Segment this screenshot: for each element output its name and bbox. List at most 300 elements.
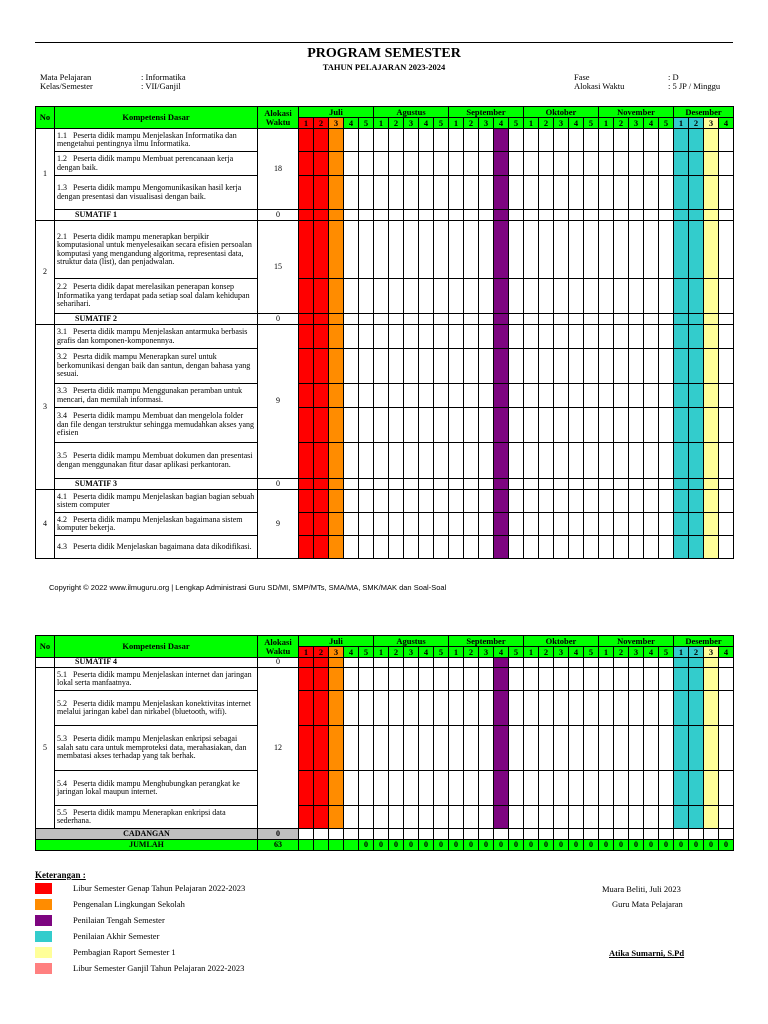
week-cell xyxy=(629,771,644,806)
kelas-label: Kelas/Semester xyxy=(40,81,93,91)
week-cell xyxy=(719,279,734,314)
week-cell xyxy=(689,176,704,210)
week-cell xyxy=(644,279,659,314)
week-cell xyxy=(644,726,659,771)
week-cell xyxy=(464,221,479,279)
week-cell xyxy=(344,325,359,349)
week-cell xyxy=(614,691,629,726)
week-cell xyxy=(644,479,659,490)
week-cell xyxy=(524,152,539,176)
week-cell xyxy=(314,279,329,314)
header-week: 1 xyxy=(674,118,689,129)
week-cell xyxy=(314,771,329,806)
week-cell xyxy=(479,210,494,221)
week-cell xyxy=(359,536,374,559)
week-cell xyxy=(434,668,449,691)
header-week: 5 xyxy=(659,647,674,658)
week-cell xyxy=(704,490,719,513)
week-cell xyxy=(419,314,434,325)
kd-cell xyxy=(55,176,258,210)
week-cell xyxy=(659,176,674,210)
header-week: 4 xyxy=(719,118,734,129)
week-cell xyxy=(434,829,449,840)
legend-item xyxy=(35,931,435,943)
week-cell xyxy=(599,408,614,443)
week-cell xyxy=(299,490,314,513)
week-cell xyxy=(674,668,689,691)
week-cell xyxy=(539,384,554,408)
week-cell xyxy=(449,279,464,314)
kd-cell xyxy=(55,129,258,152)
sumatif-alokasi: 0 xyxy=(258,314,299,325)
week-cell xyxy=(539,176,554,210)
week-cell xyxy=(449,658,464,668)
jumlah-label: JUMLAH xyxy=(36,840,258,851)
week-cell xyxy=(464,479,479,490)
week-cell xyxy=(329,726,344,771)
week-cell xyxy=(719,221,734,279)
header-month: September xyxy=(449,107,524,118)
week-cell xyxy=(554,349,569,384)
header-week: 1 xyxy=(674,647,689,658)
week-cell xyxy=(314,513,329,536)
jumlah-week-total: 0 xyxy=(599,840,614,851)
kd-cell xyxy=(55,668,258,691)
week-cell xyxy=(599,129,614,152)
week-cell xyxy=(509,668,524,691)
week-cell xyxy=(509,384,524,408)
week-cell xyxy=(629,536,644,559)
header-alokasi: Alokasi Waktu xyxy=(258,636,299,658)
week-cell xyxy=(389,210,404,221)
week-cell xyxy=(464,349,479,384)
week-cell xyxy=(539,513,554,536)
week-cell xyxy=(434,658,449,668)
week-cell xyxy=(599,479,614,490)
week-cell xyxy=(404,279,419,314)
week-cell xyxy=(659,726,674,771)
week-cell xyxy=(644,668,659,691)
week-cell xyxy=(434,221,449,279)
week-cell xyxy=(374,152,389,176)
week-cell xyxy=(584,349,599,384)
week-cell xyxy=(554,129,569,152)
table-row xyxy=(36,771,734,806)
week-cell xyxy=(674,349,689,384)
cadangan-value: 0 xyxy=(258,829,299,840)
sumatif-label: SUMATIF 3 xyxy=(55,479,258,490)
week-cell xyxy=(419,129,434,152)
week-cell xyxy=(389,829,404,840)
week-cell xyxy=(494,176,509,210)
jumlah-week-total: 0 xyxy=(509,840,524,851)
group-number xyxy=(36,658,55,668)
week-cell xyxy=(449,349,464,384)
legend-label: Penilaian Tengah Semester xyxy=(73,915,165,925)
week-cell xyxy=(404,408,419,443)
week-cell xyxy=(329,490,344,513)
week-cell xyxy=(509,152,524,176)
week-cell xyxy=(629,513,644,536)
legend-label: Penilaian Akhir Semester xyxy=(73,931,160,941)
week-cell xyxy=(674,806,689,829)
legend-swatch xyxy=(35,899,52,910)
week-cell xyxy=(644,314,659,325)
week-cell xyxy=(719,129,734,152)
week-cell xyxy=(704,829,719,840)
week-cell xyxy=(419,806,434,829)
schedule-table-1 xyxy=(35,106,734,559)
header-week: 1 xyxy=(374,647,389,658)
alokasi-value: : 5 JP / Minggu xyxy=(668,81,721,91)
week-cell xyxy=(569,829,584,840)
week-cell xyxy=(584,325,599,349)
week-cell xyxy=(524,771,539,806)
table-row xyxy=(36,279,734,314)
kd-number: 5.1 xyxy=(57,669,67,679)
week-cell xyxy=(674,210,689,221)
week-cell xyxy=(329,829,344,840)
week-cell xyxy=(299,279,314,314)
week-cell xyxy=(629,443,644,479)
week-cell xyxy=(419,691,434,726)
week-cell xyxy=(644,771,659,806)
week-cell xyxy=(644,221,659,279)
sumatif-row xyxy=(36,658,734,668)
week-cell xyxy=(404,536,419,559)
week-cell xyxy=(329,771,344,806)
header-week: 4 xyxy=(719,647,734,658)
header-week: 4 xyxy=(344,118,359,129)
week-cell xyxy=(554,658,569,668)
header-week: 5 xyxy=(584,647,599,658)
kd-cell xyxy=(55,349,258,384)
table-row xyxy=(36,806,734,829)
header-no: No xyxy=(36,636,55,658)
header-week: 3 xyxy=(329,647,344,658)
table-row xyxy=(36,513,734,536)
week-cell xyxy=(329,314,344,325)
header-week: 5 xyxy=(659,118,674,129)
week-cell xyxy=(689,129,704,152)
week-cell xyxy=(299,443,314,479)
week-cell xyxy=(659,314,674,325)
week-cell xyxy=(719,349,734,384)
week-cell xyxy=(569,279,584,314)
week-cell xyxy=(524,325,539,349)
week-cell xyxy=(569,210,584,221)
week-cell xyxy=(479,726,494,771)
week-cell xyxy=(659,513,674,536)
week-cell xyxy=(644,691,659,726)
legend-swatch xyxy=(35,883,52,894)
week-cell xyxy=(614,771,629,806)
week-cell xyxy=(689,314,704,325)
week-cell xyxy=(479,771,494,806)
week-cell xyxy=(494,152,509,176)
week-cell xyxy=(419,408,434,443)
week-cell xyxy=(569,221,584,279)
header-week: 2 xyxy=(389,647,404,658)
kd-text: Peserta didik mampu Menjelaskan enkripsi sebagai salah satu cara untuk memproteksi data, merahasiakan, dan membatasi akses terhadap yang tak berhak. xyxy=(57,734,247,761)
table-row xyxy=(36,221,734,279)
week-cell xyxy=(644,129,659,152)
week-cell xyxy=(509,771,524,806)
week-cell xyxy=(374,658,389,668)
week-cell xyxy=(434,349,449,384)
week-cell xyxy=(389,691,404,726)
week-cell xyxy=(419,771,434,806)
week-cell xyxy=(524,408,539,443)
kd-text: Peserta didik mampu Menjelaskan antarmuka berbasis grafis dan komponen-komponennya. xyxy=(57,327,248,345)
week-cell xyxy=(569,490,584,513)
header-week: 3 xyxy=(479,647,494,658)
week-cell xyxy=(299,726,314,771)
week-cell xyxy=(719,325,734,349)
week-cell xyxy=(584,513,599,536)
week-cell xyxy=(524,279,539,314)
week-cell xyxy=(659,668,674,691)
week-cell xyxy=(449,668,464,691)
week-cell xyxy=(329,536,344,559)
signature-name: Atika Sumarni, S.Pd xyxy=(609,948,685,958)
week-cell xyxy=(389,176,404,210)
week-cell xyxy=(719,658,734,668)
week-cell xyxy=(299,325,314,349)
week-cell xyxy=(359,490,374,513)
kelas-value: : VII/Ganjil xyxy=(141,81,181,91)
header-week: 2 xyxy=(539,118,554,129)
week-cell xyxy=(614,536,629,559)
week-cell xyxy=(434,384,449,408)
header-week: 3 xyxy=(629,118,644,129)
week-cell xyxy=(569,479,584,490)
page-title: PROGRAM SEMESTER xyxy=(307,46,461,61)
week-cell xyxy=(359,314,374,325)
week-cell xyxy=(449,443,464,479)
week-cell xyxy=(554,325,569,349)
week-cell xyxy=(434,536,449,559)
week-cell xyxy=(569,408,584,443)
week-cell xyxy=(494,513,509,536)
week-cell xyxy=(299,829,314,840)
week-cell xyxy=(479,536,494,559)
week-cell xyxy=(704,668,719,691)
week-cell xyxy=(404,210,419,221)
week-cell xyxy=(434,279,449,314)
week-cell xyxy=(344,129,359,152)
week-cell xyxy=(449,806,464,829)
week-cell xyxy=(359,210,374,221)
week-cell xyxy=(659,490,674,513)
week-cell xyxy=(674,314,689,325)
week-cell xyxy=(524,658,539,668)
legend-item xyxy=(35,899,435,911)
week-cell xyxy=(359,325,374,349)
week-cell xyxy=(299,691,314,726)
week-cell xyxy=(689,408,704,443)
week-cell xyxy=(374,314,389,325)
week-cell xyxy=(419,668,434,691)
week-cell xyxy=(644,176,659,210)
jumlah-week-total: 0 xyxy=(629,840,644,851)
week-cell xyxy=(419,176,434,210)
week-cell xyxy=(554,536,569,559)
week-cell xyxy=(479,668,494,691)
week-cell xyxy=(314,479,329,490)
table-row xyxy=(36,349,734,384)
week-cell xyxy=(659,325,674,349)
week-cell xyxy=(359,829,374,840)
week-cell xyxy=(584,658,599,668)
week-cell xyxy=(299,668,314,691)
week-cell xyxy=(359,384,374,408)
header-week: 2 xyxy=(689,118,704,129)
week-cell xyxy=(704,408,719,443)
week-cell xyxy=(374,536,389,559)
week-cell xyxy=(554,490,569,513)
week-cell xyxy=(404,658,419,668)
week-cell xyxy=(584,129,599,152)
week-cell xyxy=(554,279,569,314)
week-cell xyxy=(539,349,554,384)
jumlah-week-total: 0 xyxy=(674,840,689,851)
table-row xyxy=(36,536,734,559)
week-cell xyxy=(584,443,599,479)
week-cell xyxy=(299,806,314,829)
week-cell xyxy=(614,726,629,771)
week-cell xyxy=(524,691,539,726)
week-cell xyxy=(479,443,494,479)
week-cell xyxy=(569,349,584,384)
header-month: Desember xyxy=(674,107,734,118)
week-cell xyxy=(554,726,569,771)
week-cell xyxy=(644,349,659,384)
week-cell xyxy=(629,129,644,152)
week-cell xyxy=(509,829,524,840)
week-cell xyxy=(344,536,359,559)
week-cell xyxy=(704,513,719,536)
week-cell xyxy=(449,210,464,221)
header-week: 3 xyxy=(554,118,569,129)
week-cell xyxy=(509,490,524,513)
week-cell xyxy=(674,443,689,479)
week-cell xyxy=(719,691,734,726)
week-cell xyxy=(419,325,434,349)
week-cell xyxy=(704,384,719,408)
header-month: Desember xyxy=(674,636,734,647)
week-cell xyxy=(689,479,704,490)
week-cell xyxy=(599,771,614,806)
week-cell xyxy=(644,210,659,221)
week-cell xyxy=(644,443,659,479)
week-cell xyxy=(524,513,539,536)
week-cell xyxy=(359,668,374,691)
week-cell xyxy=(689,384,704,408)
kd-text: Pesrta didik mampu Menerapkan surel untuk berkomunikasi dengan baik dan santun, dengan bahasa yang sesuai. xyxy=(57,352,251,379)
week-cell xyxy=(689,658,704,668)
header-month: Agustus xyxy=(374,107,449,118)
week-cell xyxy=(539,325,554,349)
week-cell xyxy=(344,221,359,279)
week-cell xyxy=(614,176,629,210)
week-cell xyxy=(674,490,689,513)
kd-number: 2.1 xyxy=(57,231,67,241)
kd-cell xyxy=(55,325,258,349)
week-cell xyxy=(524,479,539,490)
week-cell xyxy=(689,829,704,840)
week-cell xyxy=(524,443,539,479)
week-cell xyxy=(389,536,404,559)
jumlah-week-total: 0 xyxy=(704,840,719,851)
week-cell xyxy=(629,658,644,668)
week-cell xyxy=(689,490,704,513)
legend-title: Keterangan : xyxy=(35,870,86,880)
week-cell xyxy=(344,829,359,840)
week-cell xyxy=(704,726,719,771)
week-cell xyxy=(569,658,584,668)
week-cell xyxy=(494,691,509,726)
cadangan-row xyxy=(36,829,734,840)
week-cell xyxy=(644,513,659,536)
week-cell xyxy=(314,408,329,443)
week-cell xyxy=(419,221,434,279)
week-cell xyxy=(359,771,374,806)
week-cell xyxy=(719,443,734,479)
week-cell xyxy=(494,443,509,479)
week-cell xyxy=(329,210,344,221)
week-cell xyxy=(599,513,614,536)
week-cell xyxy=(389,279,404,314)
week-cell xyxy=(659,691,674,726)
week-cell xyxy=(464,384,479,408)
header-week: 3 xyxy=(404,647,419,658)
week-cell xyxy=(644,829,659,840)
week-cell xyxy=(584,829,599,840)
week-cell xyxy=(359,691,374,726)
week-cell xyxy=(464,829,479,840)
table-row xyxy=(36,176,734,210)
mapel-value: : Informatika xyxy=(141,72,186,82)
week-cell xyxy=(434,513,449,536)
kd-text: Peserta didik mampu Membuat perencanaan kerja dengan baik. xyxy=(57,154,234,172)
week-cell xyxy=(659,806,674,829)
week-cell xyxy=(614,152,629,176)
week-cell xyxy=(569,668,584,691)
week-cell xyxy=(539,806,554,829)
week-cell xyxy=(599,384,614,408)
header-week: 5 xyxy=(434,647,449,658)
week-cell xyxy=(299,384,314,408)
week-cell xyxy=(659,408,674,443)
week-cell xyxy=(374,513,389,536)
week-cell xyxy=(314,806,329,829)
week-cell xyxy=(719,176,734,210)
week-cell xyxy=(464,668,479,691)
jumlah-week-total: 0 xyxy=(479,840,494,851)
week-cell xyxy=(509,408,524,443)
jumlah-week-total: 0 xyxy=(389,840,404,851)
header-week: 4 xyxy=(419,118,434,129)
top-rule xyxy=(35,42,733,43)
jumlah-week-total: 0 xyxy=(374,840,389,851)
header-week: 2 xyxy=(614,647,629,658)
sumatif-alokasi: 0 xyxy=(258,210,299,221)
week-cell xyxy=(674,408,689,443)
week-cell xyxy=(584,691,599,726)
kd-number: 1.2 xyxy=(57,154,67,163)
week-cell xyxy=(374,668,389,691)
